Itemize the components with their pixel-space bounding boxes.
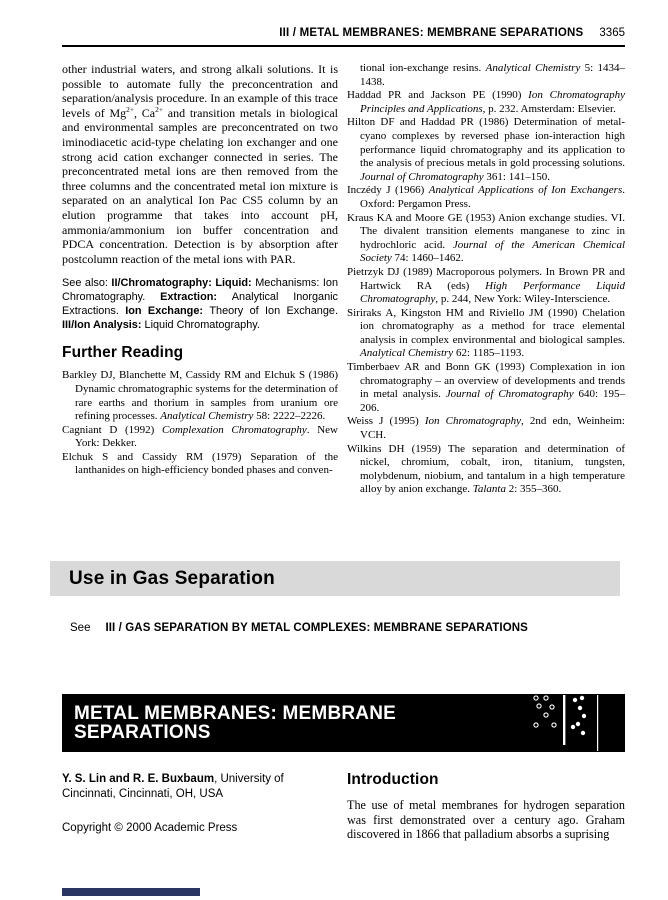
reference-item: Timberbaev AR and Bonn GK (1993) Complexation in ion chromatography – an overview of developments and trends in metal analysis. Journal of Chromatography 640: 195–206. xyxy=(347,361,625,414)
introduction-section xyxy=(347,771,625,842)
author-affiliation: Y. S. Lin and R. E. Buxbaum, University of Cincinnati, Cincinnati, OH, USA xyxy=(62,773,284,800)
footer-accent-bar xyxy=(62,888,200,896)
see-reference: III / GAS SEPARATION BY METAL COMPLEXES: MEMBRANE SEPARATIONS xyxy=(105,622,528,634)
see-label: See xyxy=(70,622,91,634)
introduction-heading: Introduction xyxy=(347,771,439,788)
article-title: METAL MEMBRANES: MEMBRANE SEPARATIONS xyxy=(74,703,397,743)
further-reading-heading: Further Reading xyxy=(62,344,184,362)
reference-item: Cagniant D (1992) Complexation Chromatography. New York: Dekker. xyxy=(62,423,338,450)
reference-item: Pietrzyk DJ (1989) Macroporous polymers. In Brown PR and Hartwick RA (eds) High Performance Liquid Chromatography, p. 244, New York: Wiley-Interscience. xyxy=(347,265,625,306)
reference-item: Haddad PR and Jackson PE (1990) Ion Chromatography Principles and Applications, p. 232. Amsterdam: Elsevier. xyxy=(347,89,625,115)
left-column xyxy=(62,62,338,478)
see-also-paragraph: See also: II/Chromatography: Liquid: Mechanisms: Ion Chromatography. Extraction: Analytical Inorganic Extractions. Ion Exchange: Theory of Ion Exchange. III/Ion Analysis: Liquid Chromatography. xyxy=(62,277,338,332)
reference-item: Siriraks A, Kingston HM and Riviello JM (1990) Chelation ion chromatography as a method for trace elemental analysis in complex environmental and biological samples. Analytical Chemistry 62: 1185–1193. xyxy=(347,306,625,360)
gas-banner-title: Use in Gas Separation xyxy=(69,567,275,589)
right-column xyxy=(347,62,625,497)
reference-item: Kraus KA and Moore GE (1953) Anion exchange studies. VI. The divalent transition elements manganese to zinc in hydrochloric acid. Journal of the American Chemical Society 74: 1460–1462. xyxy=(347,211,625,265)
reference-list-left xyxy=(62,369,338,478)
header-rule xyxy=(62,45,625,47)
page-number: 3365 xyxy=(599,27,625,39)
article-title-banner xyxy=(62,694,625,752)
copyright-line: Copyright © 2000 Academic Press xyxy=(62,822,238,834)
body-paragraph: other industrial waters, and strong alkali solutions. It is possible to automate fully the preconcentration and separation/analysis procedure. In an example of this trace levels of $Mg^{2+}$, $Ca^{2+}$ and transition metals in biological and environmental samples are preconcentrated on two iminodiacetic acid-type chelating ion exchanger and one strong acid cation exchanger connected in series. The preconcentrated metal ions are then removed from the three columns and the concentrated metal ion mixture is separated on an analytical Ion Pac CS5 column by an elution programme that takes into account pH, ammonia/ammonium ion buffer concentration and PDCA concentration. Detection is by absorption after postcolumn reaction of the metal ions with PAR. xyxy=(62,62,338,266)
reference-continuation: tional ion-exchange resins. Analytical Chemistry 5: 1434–1438. xyxy=(360,62,625,88)
reference-item: Barkley DJ, Blanchette M, Cassidy RM and Elchuk S (1986) Dynamic chromatographic systems for the determination of rare earths and thorium in samples from uranium ore refining processes. Analytical Chemistry 58: 2222–2226. xyxy=(62,369,338,423)
reference-item: Elchuk S and Cassidy RM (1979) Separation of the lanthanides on high-efficiency bonded phases and conven- xyxy=(62,450,338,477)
page-header xyxy=(62,27,625,39)
reference-item: Weiss J (1995) Ion Chromatography, 2nd edn, Weinheim: VCH. xyxy=(347,415,625,442)
membrane-molecules-icon xyxy=(527,694,611,752)
reference-item: Hilton DF and Haddad PR (1986) Determination of metal-cyano complexes by reversed phase ion-interaction high performance liquid chromatography and its application to the analysis of precious metals in gold processing solutions. Journal of Chromatography 361: 141–150. xyxy=(347,116,625,183)
running-head-title: III / METAL MEMBRANES: MEMBRANE SEPARATIONS xyxy=(279,27,584,39)
reference-item: Wilkins DH (1959) The separation and determination of nickel, chromium, cobalt, iron, titanium, tungsten, molybdenum, niobium, and tantalum in a high temperature alloy by anion exchange. Talanta 2: 355–360. xyxy=(347,442,625,496)
see-reference-line xyxy=(70,622,528,634)
introduction-paragraph: The use of metal membranes for hydrogen separation was first demonstrated over a century ago. Graham discovered in 1866 that palladium absorbs a suprising xyxy=(347,798,625,842)
reference-item: Inczédy J (1966) Analytical Applications of Ion Exchangers. Oxford: Pergamon Press. xyxy=(347,184,625,210)
use-in-gas-separation-banner xyxy=(50,561,620,596)
